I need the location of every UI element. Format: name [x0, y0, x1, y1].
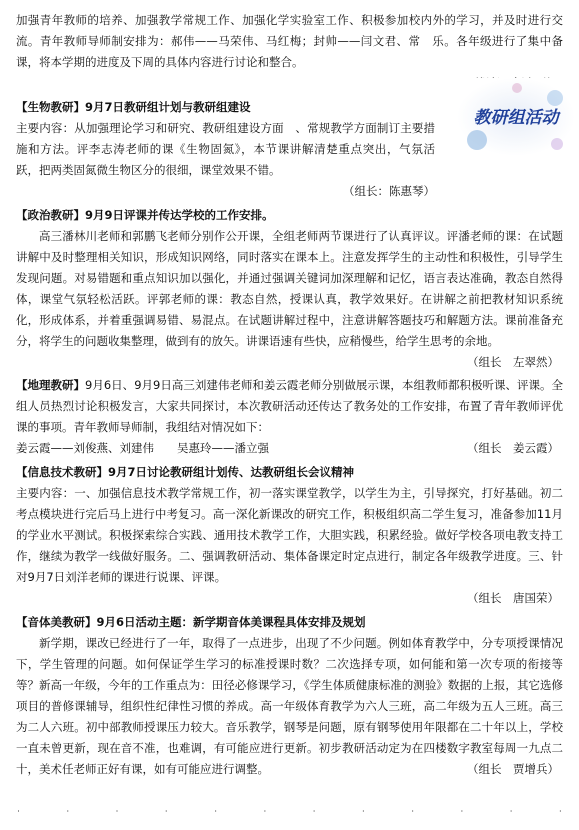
biology-heading: 【生物教研】9月7日教研组计划与教研组建设 [16, 100, 251, 114]
intro-paragraph: 加强青年教师的培养、加强教学常规工作、加强化学实验室工作、积极参加校内外的学习，并及时进行交流。青年教师导师制安排为：郝伟——马荣伟、马红梅；封帅——闫文君、常 乐。各年级进行了集中备课，将本学期的进度及下周的具体内容进行讨论和整合。 [16, 13, 563, 69]
page-footer-marks [16, 810, 563, 822]
politics-heading: 【政治教研】9月9日评课并传达学校的工作安排。 [16, 208, 274, 222]
arts-body [16, 633, 563, 780]
biology-signature: （组长：陈惠琴） [343, 184, 435, 198]
arts-section [16, 612, 563, 780]
stamp-text: 教研组活动 [473, 108, 559, 128]
footer-mark: ˙ [360, 810, 366, 821]
geography-signature: （组长 姜云霞） [467, 441, 559, 455]
geography-pairs [16, 438, 563, 459]
arts-heading: 【音体美教研】9月6日活动主题：新学期音体美课程具体安排及规划 [16, 615, 366, 629]
footer-mark: ˙ [557, 810, 563, 821]
footer-mark: ˙ [410, 810, 416, 821]
footer-mark: ˙ [163, 810, 169, 821]
footer-mark: ˙ [262, 810, 268, 821]
footer-mark: ˙ [311, 810, 317, 821]
geography-section [16, 375, 563, 459]
activity-stamp-logo [457, 78, 575, 156]
it-body: 主要内容：一、加强信息技术教学常规工作，初一落实课堂教学，以学生为主，引导探究，打好基础。初二考点模块进行完后马上进行中考复习。高一深化新课改的研究工作，积极组织高二学生复习，准备参加11月的学业水平测试。积极探索综合实践、通用技术教学工作，大胆实践，积累经验。做好学校各项电教支持工作，继续为教学一线做好服务。二、强调教研活动、集体备课定时定点进行，制定各年级教学进度。三、针对9月7日刘洋老师的课进行说课、评课。 [16, 486, 563, 584]
it-section [16, 462, 563, 609]
geography-body [16, 375, 563, 438]
geography-text: 9月6日、9月9日高三刘建伟老师和姜云霞老师分别做展示课，本组教师都积极听课、评课。全组人员热烈讨论积极发言，大家共同探讨，本次教研活动还传达了教务处的工作安排，布置了青年教师评优课的事项。青年教师导师制，我组结对情况如下： [16, 378, 563, 434]
footer-mark: ˙ [508, 810, 514, 821]
arts-body-text: 新学期，课改已经进行了一年，取得了一点进步，出现了不少问题。例如体育教学中，分专项授课情况下，学生管理的问题。如何保证学生学习的标准授课时数？二次选择专项，如何能和第一次专项的衔接等等？新高一年级，今年的工作重点为：田径必修课学习，《学生体质健康标准的测验》数据的上报，其它选修项目的普修课辅导，组织性纪律性习惯的养成。高一年级体育教学为六人三班，高二年级为五人三班。高三为二人六班。初中部教师授课压力较大。音乐教学，钢琴是问题，原有钢琴使用年限都在二十年以上，学校一直未曾更新，现在音不准，也难调，有可能应进行更新。初步教研活动定为在四楼数字教室每周一九点二十，美术任老师正好有课，如有可能应进行调整。 [16, 636, 563, 776]
politics-body: 高三潘林川老师和郭鹏飞老师分别作公开课，全组老师两节课进行了认真评议。评潘老师的课：在试题讲解中及时整理相关知识，形成知识网络，同时落实在课本上。注意发挥学生的主动性和积极性，引导学生发现问题。对易错题和重点知识加以强化，并通过强调关键词加深理解和记忆，语言表达准确，教态自然得体，课堂气氛轻松活跃。评郭老师的课：教态自然，授课认真，教学效果好。在讲解之前把教材知识系统化，形成体系，并着重强调易错、易混点。在试题讲解过程中，注意讲解答题技巧和解题方法。课前准备充分，将学生的问题收集整理，做到有的放矢。讲课语速有些快，应稍慢些，给学生思考的余地。 [16, 229, 563, 348]
it-signature: （组长 唐国荣） [467, 591, 559, 605]
footer-mark: ˙ [213, 810, 219, 821]
footer-mark: ˙ [65, 810, 71, 821]
geography-heading: 【地理教研】 [16, 378, 86, 392]
footer-mark: ˙ [114, 810, 120, 821]
politics-section [16, 205, 563, 373]
politics-signature: （组长 左翠然） [467, 355, 559, 369]
geography-pairs-text: 姜云霞——刘俊燕、刘建伟 吴惠玲——潘立强 [16, 441, 269, 455]
it-heading: 【信息技术教研】9月7日讨论教研组计划传、达教研组长会议精神 [16, 465, 354, 479]
footer-mark: ˙ [16, 810, 21, 821]
arts-signature: （组长 贾增兵） [467, 762, 559, 776]
biology-body: 主要内容：从加强理论学习和研究、教研组建设方面 、常规教学方面制订主要措施和方法。评李志涛老师的课《生物固氮》，本节课讲解清楚重点突出，气氛活跃，把两类固氮微生物区分的很细，课堂效果不错。 [16, 121, 435, 177]
footer-mark: ˙ [459, 810, 465, 821]
